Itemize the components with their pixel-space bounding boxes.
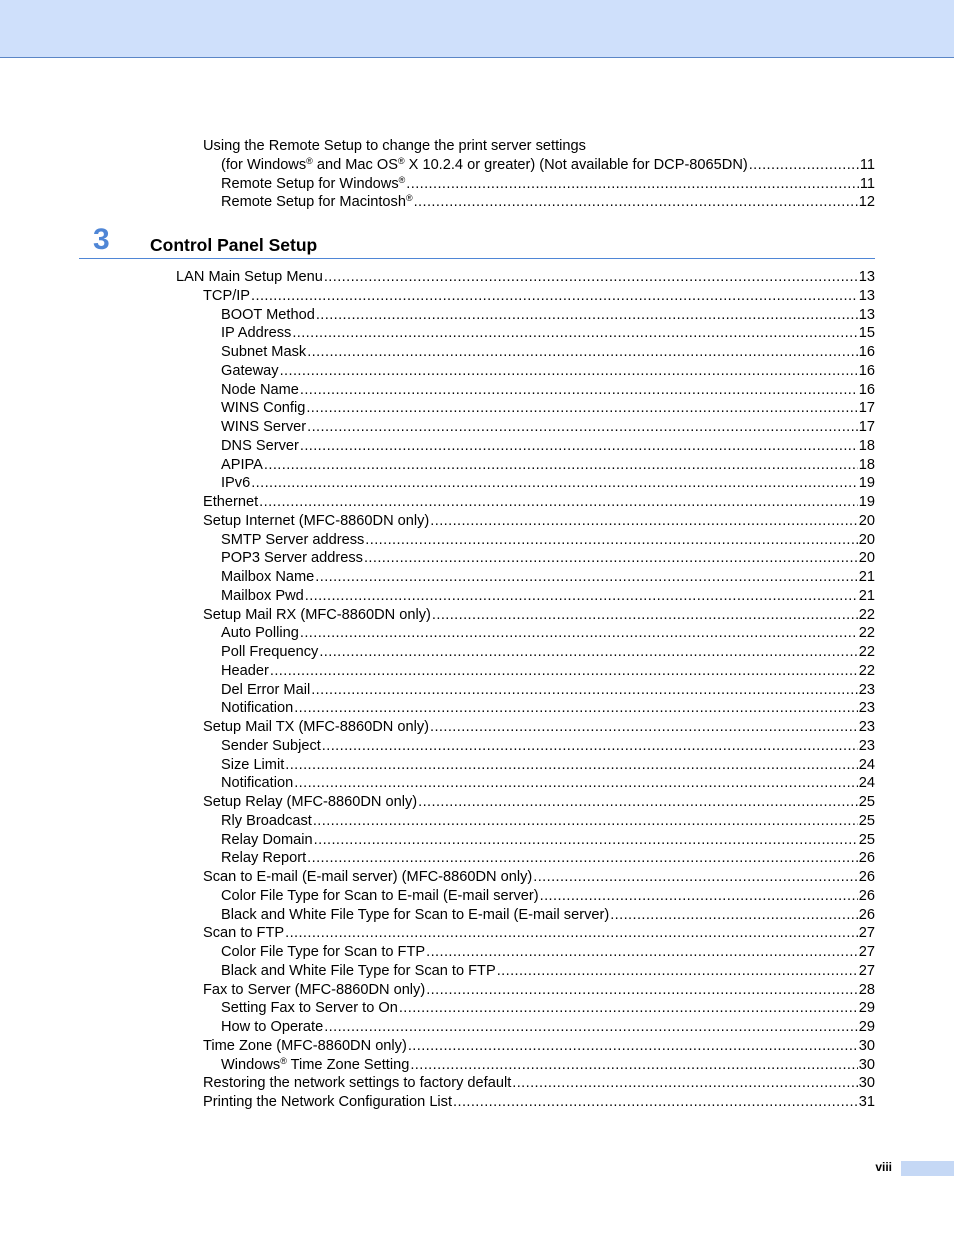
toc-dot-leader <box>749 156 859 175</box>
toc-entry-page: 29 <box>858 1000 875 1017</box>
toc-entry-title: Node Name <box>221 381 299 398</box>
toc-entry-title: Auto Polling <box>221 625 299 642</box>
toc-entry-title: WINS Config <box>221 400 306 417</box>
toc-entry-page: 23 <box>858 719 875 735</box>
toc-entry-page: 31 <box>858 1094 875 1110</box>
toc-entry-page: 25 <box>858 812 875 829</box>
toc-dot-leader <box>540 887 858 906</box>
toc-entry-title: How to Operate <box>221 1019 324 1035</box>
toc-dot-leader <box>324 268 858 287</box>
toc-entry-title: Black and White File Type for Scan to E-mail (E-mail server) <box>221 906 610 923</box>
toc-entry-title: Setup Internet (MFC-8860DN only) <box>203 512 430 529</box>
toc-entry-title: Remote Setup for Windows® <box>221 174 406 192</box>
toc-entry-page: 28 <box>858 981 875 998</box>
toc-entry-title: Subnet Mask <box>221 344 307 360</box>
toc-entry-title: Scan to E-mail (E-mail server) (MFC-8860DN only) <box>203 869 533 885</box>
toc-entry[interactable] <box>221 549 875 568</box>
toc-entry[interactable] <box>221 887 875 906</box>
toc-entry[interactable] <box>221 306 875 325</box>
toc-entry-title: TCP/IP <box>203 287 251 304</box>
toc-entry-page: 13 <box>858 269 875 285</box>
toc-dot-leader <box>533 868 858 887</box>
toc-dot-leader <box>280 362 858 381</box>
toc-entry-title: Scan to FTP <box>203 925 285 942</box>
toc-entry-title: Sender Subject <box>221 737 321 754</box>
toc-entry[interactable] <box>221 474 875 493</box>
toc-entry[interactable] <box>203 868 875 887</box>
toc-entry[interactable] <box>221 681 875 700</box>
toc-entry-title: Color File Type for Scan to E-mail (E-mail server) <box>221 887 539 904</box>
toc-entry[interactable] <box>221 343 875 362</box>
toc-entry-title: Rly Broadcast <box>221 812 312 829</box>
toc-entry[interactable] <box>221 756 875 775</box>
toc-entry-title: Printing the Network Configuration List <box>203 1094 453 1110</box>
toc-dot-leader <box>307 418 858 437</box>
toc-entry[interactable] <box>221 362 875 381</box>
toc-entry[interactable] <box>221 699 875 718</box>
toc-entry-title: BOOT Method <box>221 306 315 323</box>
toc-entry-page: 22 <box>858 625 875 642</box>
toc-dot-leader <box>285 756 858 775</box>
toc-entry[interactable] <box>221 1018 875 1037</box>
toc-dot-leader <box>410 1056 857 1075</box>
toc-entry-page: 26 <box>858 850 875 867</box>
toc-entry-title: IP Address <box>221 325 292 342</box>
toc-entry[interactable] <box>203 493 875 512</box>
toc-entry-page: 22 <box>858 644 875 660</box>
toc-entry[interactable] <box>221 587 875 606</box>
toc-dot-leader <box>453 1093 858 1112</box>
toc-entry-title: Color File Type for Scan to FTP <box>221 944 426 960</box>
toc-dot-leader <box>430 718 858 737</box>
toc-entry-title: (for Windows® and Mac OS® X 10.2.4 or greater) (Not available for DCP-8065DN) <box>221 155 748 173</box>
toc-dot-leader <box>264 456 858 475</box>
toc-entry[interactable] <box>221 943 875 962</box>
toc-entry-page: 12 <box>858 194 875 211</box>
header-band <box>0 0 954 58</box>
chapter-title: Control Panel Setup <box>150 235 318 255</box>
toc-entry[interactable] <box>221 774 875 793</box>
toc-dot-leader <box>399 999 858 1018</box>
toc-entry-page: 18 <box>858 437 875 454</box>
toc-entry-title: Using the Remote Setup to change the print server settings <box>203 138 586 154</box>
toc-entry-title: DNS Server <box>221 437 299 454</box>
toc-entry-title: Mailbox Pwd <box>221 587 304 604</box>
toc-entry[interactable] <box>221 324 875 343</box>
toc-dot-leader <box>414 193 858 212</box>
toc-dot-leader <box>426 943 858 962</box>
toc-entry-page: 11 <box>859 156 875 173</box>
toc-entry[interactable] <box>221 156 875 175</box>
toc-dot-leader <box>313 812 858 831</box>
page-tab-marker <box>901 1161 954 1176</box>
toc-entry[interactable] <box>221 662 875 681</box>
toc-dot-leader <box>306 399 857 418</box>
toc-entry-page: 23 <box>858 737 875 754</box>
toc-entry-page: 20 <box>858 550 875 567</box>
toc-dot-leader <box>406 175 859 194</box>
toc-entry-page: 30 <box>858 1056 875 1073</box>
toc-entry[interactable] <box>203 512 875 531</box>
toc-entry-page: 23 <box>858 700 875 717</box>
toc-entry-title: Size Limit <box>221 756 285 773</box>
toc-entry[interactable] <box>221 831 875 850</box>
toc-entry-title: Setup Relay (MFC-8860DN only) <box>203 794 418 810</box>
toc-entry-page: 15 <box>858 325 875 342</box>
toc-dot-leader <box>430 512 857 531</box>
toc-entry-title: Notification <box>221 775 294 792</box>
toc-entry[interactable] <box>221 399 875 418</box>
toc-entry-page: 29 <box>858 1019 875 1035</box>
toc-entry-page: 18 <box>858 456 875 473</box>
toc-dot-leader <box>315 568 857 587</box>
toc-dot-leader <box>610 906 858 925</box>
toc-entry-page: 19 <box>858 494 875 510</box>
toc-entry[interactable] <box>203 137 875 156</box>
toc-dot-leader <box>307 343 858 362</box>
toc-dot-leader <box>426 981 858 1000</box>
toc-entry-page: 26 <box>858 887 875 904</box>
toc-entry-page: 21 <box>858 569 875 585</box>
toc-entry[interactable] <box>221 624 875 643</box>
toc-dot-leader <box>316 306 858 325</box>
toc-dot-leader <box>432 606 858 625</box>
toc-dot-leader <box>305 587 858 606</box>
toc-dot-leader <box>319 643 857 662</box>
toc-entry-page: 16 <box>858 344 875 360</box>
toc-entry-page: 17 <box>858 400 875 417</box>
toc-entry-title: Black and White File Type for Scan to FTP <box>221 962 496 979</box>
toc-dot-leader <box>497 962 858 981</box>
toc-entry-page: 22 <box>858 662 875 679</box>
toc-entry-page: 13 <box>858 287 875 304</box>
toc-entry-page: 22 <box>858 606 875 623</box>
toc-entry-page: 19 <box>858 475 875 492</box>
toc-entry-title: Remote Setup for Macintosh® <box>221 193 413 211</box>
toc-entry[interactable] <box>221 643 875 662</box>
toc-dot-leader <box>322 737 858 756</box>
toc-entry-title: Header <box>221 662 269 679</box>
toc-entry-page: 26 <box>858 906 875 923</box>
toc-dot-leader <box>408 1037 858 1056</box>
toc-entry[interactable] <box>176 268 875 287</box>
toc-entry[interactable] <box>221 456 875 475</box>
toc-entry[interactable] <box>221 999 875 1018</box>
toc-dot-leader <box>300 437 858 456</box>
toc-dot-leader <box>311 681 858 700</box>
toc-entry-page: 27 <box>858 944 875 960</box>
toc-entry-page: 27 <box>858 962 875 979</box>
toc-dot-leader <box>251 287 858 306</box>
toc-entry[interactable] <box>203 718 875 737</box>
toc-entry-title: LAN Main Setup Menu <box>176 269 323 285</box>
toc-dot-leader <box>294 699 858 718</box>
toc-entry-title: Restoring the network settings to factory default <box>203 1075 512 1092</box>
toc-entry-page: 21 <box>858 587 875 604</box>
toc-entry[interactable] <box>203 1093 875 1112</box>
toc-entry-title: Windows® Time Zone Setting <box>221 1055 410 1073</box>
toc-entry[interactable] <box>203 793 875 812</box>
toc-entry-title: Setup Mail TX (MFC-8860DN only) <box>203 719 430 735</box>
toc-entry-title: Ethernet <box>203 494 259 510</box>
chapter-number: 3 <box>93 223 110 256</box>
toc-entry[interactable] <box>221 175 875 194</box>
toc-entry-page: 20 <box>858 512 875 529</box>
toc-entry-title: POP3 Server address <box>221 550 363 567</box>
toc-entry-page: 25 <box>858 794 875 810</box>
toc-entry-title: Mailbox Name <box>221 569 315 585</box>
toc-entry[interactable] <box>221 418 875 437</box>
toc-entry[interactable] <box>221 193 875 212</box>
toc-dot-leader <box>300 381 858 400</box>
toc-entry-title: Setting Fax to Server to On <box>221 1000 398 1017</box>
toc-entry-title: WINS Server <box>221 419 307 435</box>
toc-entry-title: Notification <box>221 700 294 717</box>
toc-entry-page: 16 <box>858 381 875 398</box>
toc-dot-leader <box>270 662 858 681</box>
toc-dot-leader <box>324 1018 858 1037</box>
toc-entry[interactable] <box>221 381 875 400</box>
toc-entry-page: 27 <box>858 925 875 942</box>
toc-entry[interactable] <box>203 981 875 1000</box>
toc-entry[interactable] <box>203 287 875 306</box>
toc-entry[interactable] <box>221 812 875 831</box>
toc-entry-page: 30 <box>858 1075 875 1092</box>
toc-entry-page: 23 <box>858 681 875 698</box>
toc-entry[interactable] <box>221 849 875 868</box>
toc-dot-leader <box>259 493 858 512</box>
toc-entry[interactable] <box>221 531 875 550</box>
toc-dot-leader <box>364 549 858 568</box>
toc-entry-title: IPv6 <box>221 475 251 492</box>
toc-entry[interactable] <box>221 737 875 756</box>
toc-entry-title: Relay Domain <box>221 831 313 848</box>
chapter-divider <box>79 258 875 259</box>
toc-dot-leader <box>307 849 858 868</box>
toc-dot-leader <box>512 1074 858 1093</box>
toc-dot-leader <box>251 474 858 493</box>
toc-dot-leader <box>300 624 858 643</box>
toc-entry-page: 20 <box>858 531 875 548</box>
toc-entry-page: 13 <box>858 306 875 323</box>
toc-entry-title: Fax to Server (MFC-8860DN only) <box>203 981 426 998</box>
toc-entry-title: SMTP Server address <box>221 531 365 548</box>
toc-entry-title: Setup Mail RX (MFC-8860DN only) <box>203 606 431 623</box>
toc-entry-title: Relay Report <box>221 850 307 867</box>
toc-dot-leader <box>294 774 858 793</box>
toc-entry-page: 24 <box>858 756 875 773</box>
toc-entry[interactable] <box>203 606 875 625</box>
toc-entry[interactable] <box>221 568 875 587</box>
page-number: viii <box>875 1160 892 1174</box>
toc-entry-title: Gateway <box>221 362 279 379</box>
toc-entry-title: Time Zone (MFC-8860DN only) <box>203 1037 407 1054</box>
toc-entry-page: 24 <box>858 775 875 792</box>
toc-entry[interactable] <box>221 1056 875 1075</box>
toc-entry[interactable] <box>221 962 875 981</box>
toc-dot-leader <box>365 531 857 550</box>
toc-entry-page: 30 <box>858 1037 875 1054</box>
toc-entry-page: 16 <box>858 362 875 379</box>
toc-dot-leader <box>314 831 858 850</box>
toc-entry[interactable] <box>203 1074 875 1093</box>
toc-entry-page: 26 <box>858 869 875 885</box>
toc-entry-title: Del Error Mail <box>221 681 311 698</box>
toc-dot-leader <box>587 137 874 156</box>
toc-dot-leader <box>292 324 857 343</box>
toc-entry-page: 25 <box>858 831 875 848</box>
toc-dot-leader <box>418 793 858 812</box>
toc-dot-leader <box>285 924 858 943</box>
toc-entry[interactable] <box>203 1037 875 1056</box>
toc-entry-title: APIPA <box>221 456 263 473</box>
toc-entry[interactable] <box>221 906 875 925</box>
toc-entry[interactable] <box>221 437 875 456</box>
toc-entry[interactable] <box>203 924 875 943</box>
toc-entry-page: 11 <box>859 175 875 192</box>
toc-entry-page: 17 <box>858 419 875 435</box>
toc-entry-title: Poll Frequency <box>221 644 319 660</box>
